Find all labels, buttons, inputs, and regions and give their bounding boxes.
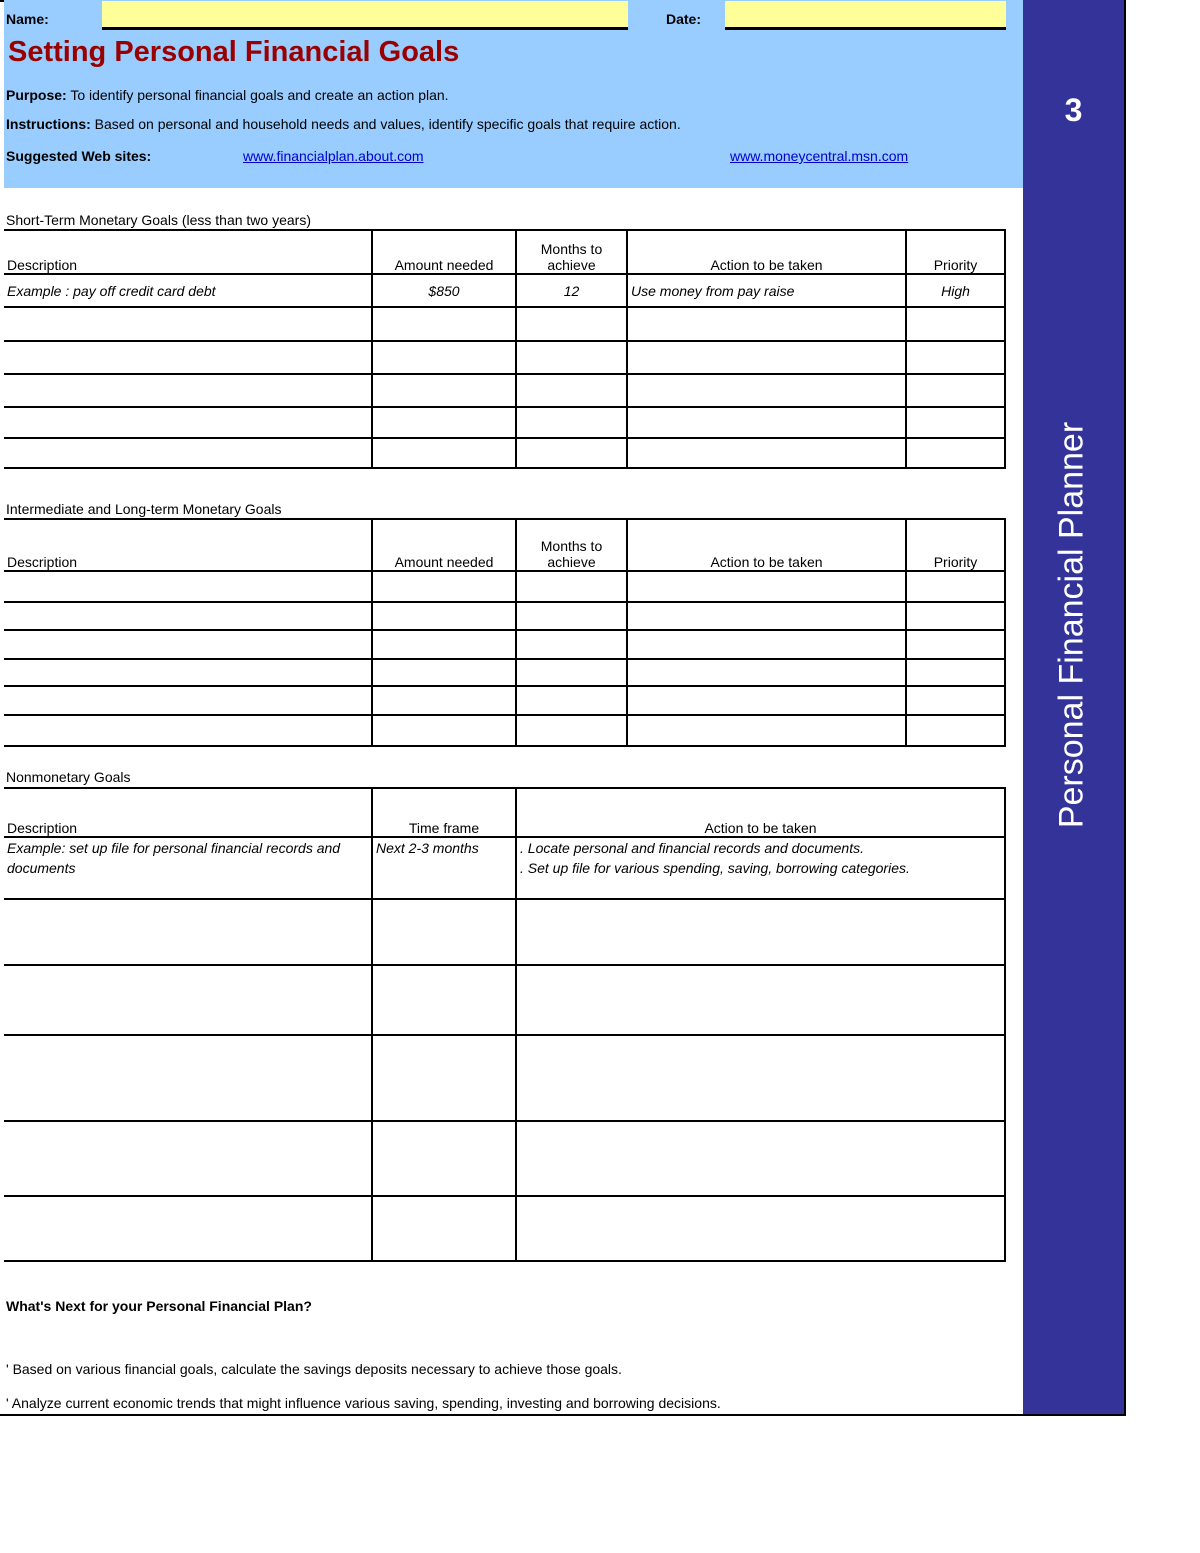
example-action-line: . Locate personal and financial records and documents. xyxy=(520,840,864,856)
col-priority: Priority xyxy=(906,230,1005,274)
input-cell[interactable] xyxy=(372,899,516,965)
input-cell[interactable] xyxy=(4,1035,372,1121)
input-cell[interactable] xyxy=(516,307,627,341)
sidebar-title: Personal Financial Planner xyxy=(1052,421,1091,829)
page-title: Setting Personal Financial Goals xyxy=(8,36,460,68)
link-financialplan[interactable]: www.financialplan.about.com xyxy=(243,148,424,164)
input-cell[interactable] xyxy=(906,659,1005,686)
input-cell[interactable] xyxy=(516,341,627,374)
nonmonetary-table xyxy=(4,787,1006,1262)
table-row xyxy=(4,899,1005,965)
input-cell[interactable] xyxy=(372,965,516,1035)
input-cell[interactable] xyxy=(516,715,627,746)
input-cell[interactable] xyxy=(906,715,1005,746)
input-cell[interactable] xyxy=(372,630,516,659)
short-term-table xyxy=(4,229,1006,469)
input-cell[interactable] xyxy=(4,686,372,715)
instructions-text: Based on personal and household needs and values, identify specific goals that require action. xyxy=(90,116,681,132)
table-header-row xyxy=(4,230,1005,274)
input-cell[interactable] xyxy=(4,407,372,438)
input-cell[interactable] xyxy=(516,438,627,468)
table-row xyxy=(4,602,1005,630)
nonmonetary-heading: Nonmonetary Goals xyxy=(6,769,131,785)
input-cell[interactable] xyxy=(4,438,372,468)
input-cell[interactable] xyxy=(4,307,372,341)
table-row xyxy=(4,1121,1005,1196)
col-action: Action to be taken xyxy=(627,519,906,571)
input-cell[interactable] xyxy=(516,686,627,715)
input-cell[interactable] xyxy=(516,1196,1005,1261)
input-cell[interactable] xyxy=(906,602,1005,630)
table-row xyxy=(4,374,1005,407)
name-label: Name: xyxy=(6,11,49,27)
input-cell[interactable] xyxy=(372,1121,516,1196)
table-header-row xyxy=(4,788,1005,837)
input-cell[interactable] xyxy=(627,630,906,659)
input-cell[interactable] xyxy=(516,899,1005,965)
example-action[interactable]: Use money from pay raise xyxy=(627,274,906,307)
example-row xyxy=(4,837,1005,899)
input-cell[interactable] xyxy=(627,438,906,468)
input-cell[interactable] xyxy=(372,659,516,686)
input-cell[interactable] xyxy=(372,686,516,715)
input-cell[interactable] xyxy=(516,571,627,602)
input-cell[interactable] xyxy=(516,965,1005,1035)
table-row xyxy=(4,630,1005,659)
long-term-table xyxy=(4,518,1006,747)
col-time-frame: Time frame xyxy=(372,788,516,837)
input-cell[interactable] xyxy=(4,374,372,407)
col-description: Description xyxy=(4,788,372,837)
col-description: Description xyxy=(4,230,372,274)
input-cell[interactable] xyxy=(906,341,1005,374)
example-description[interactable]: Example: set up file for personal financial records and documents xyxy=(4,837,372,899)
input-cell[interactable] xyxy=(4,715,372,746)
input-cell[interactable] xyxy=(372,602,516,630)
col-amount: Amount needed xyxy=(372,230,516,274)
input-cell[interactable] xyxy=(4,899,372,965)
input-cell[interactable] xyxy=(627,374,906,407)
table-header-row xyxy=(4,519,1005,571)
col-months: Months to achieve xyxy=(516,230,627,274)
table-row xyxy=(4,407,1005,438)
instructions-line xyxy=(6,116,681,132)
input-cell[interactable] xyxy=(906,571,1005,602)
next-heading: What's Next for your Personal Financial Plan? xyxy=(6,1298,312,1314)
long-term-heading: Intermediate and Long-term Monetary Goals xyxy=(6,501,282,517)
table-row xyxy=(4,1035,1005,1121)
input-cell[interactable] xyxy=(906,307,1005,341)
example-priority[interactable]: High xyxy=(906,274,1005,307)
table-row xyxy=(4,686,1005,715)
input-cell[interactable] xyxy=(627,307,906,341)
input-cell[interactable] xyxy=(372,571,516,602)
input-cell[interactable] xyxy=(4,630,372,659)
purpose-text: To identify personal financial goals and create an action plan. xyxy=(66,87,449,103)
input-cell[interactable] xyxy=(372,374,516,407)
input-cell[interactable] xyxy=(627,686,906,715)
input-cell[interactable] xyxy=(906,407,1005,438)
input-cell[interactable] xyxy=(372,438,516,468)
websites-label: Suggested Web sites: xyxy=(6,148,152,164)
table-row xyxy=(4,571,1005,602)
input-cell[interactable] xyxy=(516,1121,1005,1196)
input-cell[interactable] xyxy=(627,602,906,630)
col-action: Action to be taken xyxy=(627,230,906,274)
table-row xyxy=(4,307,1005,341)
col-action: Action to be taken xyxy=(516,788,1005,837)
input-cell[interactable] xyxy=(516,602,627,630)
input-cell[interactable] xyxy=(4,602,372,630)
input-cell[interactable] xyxy=(516,1035,1005,1121)
input-cell[interactable] xyxy=(627,571,906,602)
table-row xyxy=(4,965,1005,1035)
input-cell[interactable] xyxy=(516,407,627,438)
col-priority: Priority xyxy=(906,519,1005,571)
input-cell[interactable] xyxy=(906,686,1005,715)
col-description: Description xyxy=(4,519,372,571)
sheet-number: 3 xyxy=(1064,92,1083,128)
input-cell[interactable] xyxy=(372,1196,516,1261)
short-term-heading: Short-Term Monetary Goals (less than two years) xyxy=(6,212,311,228)
example-row xyxy=(4,274,1005,307)
example-time-frame[interactable]: Next 2-3 months xyxy=(372,837,516,899)
date-label: Date: xyxy=(666,11,702,27)
input-cell[interactable] xyxy=(516,630,627,659)
col-months: Months to achieve xyxy=(516,519,627,571)
example-amount[interactable]: $850 xyxy=(372,274,516,307)
input-cell[interactable] xyxy=(4,571,372,602)
input-cell[interactable] xyxy=(372,1035,516,1121)
name-field[interactable] xyxy=(102,1,628,30)
input-cell[interactable] xyxy=(627,341,906,374)
input-cell[interactable] xyxy=(627,659,906,686)
input-cell[interactable] xyxy=(4,659,372,686)
input-cell[interactable] xyxy=(372,715,516,746)
table-row xyxy=(4,659,1005,686)
input-cell[interactable] xyxy=(4,341,372,374)
input-cell[interactable] xyxy=(906,438,1005,468)
example-action-line: . Set up file for various spending, saving, borrowing categories. xyxy=(520,860,910,876)
table-row xyxy=(4,341,1005,374)
table-row xyxy=(4,1196,1005,1261)
table-row xyxy=(4,715,1005,746)
table-row xyxy=(4,438,1005,468)
input-cell[interactable] xyxy=(906,630,1005,659)
purpose-line xyxy=(6,87,449,103)
input-cell[interactable] xyxy=(516,374,627,407)
input-cell[interactable] xyxy=(627,407,906,438)
input-cell[interactable] xyxy=(372,341,516,374)
example-months[interactable]: 12 xyxy=(516,274,627,307)
input-cell[interactable] xyxy=(372,307,516,341)
date-field[interactable] xyxy=(725,1,1006,30)
next-item: ' Based on various financial goals, calculate the savings deposits necessary to achieve those goals. xyxy=(6,1361,622,1377)
purpose-label: Purpose: xyxy=(6,87,67,103)
input-cell[interactable] xyxy=(4,1196,372,1261)
next-item: ' Analyze current economic trends that might influence various saving, spending, investing and borrowing decisions. xyxy=(6,1395,721,1411)
input-cell[interactable] xyxy=(906,374,1005,407)
instructions-label: Instructions: xyxy=(6,116,91,132)
link-moneycentral[interactable]: www.moneycentral.msn.com xyxy=(730,148,909,164)
input-cell[interactable] xyxy=(372,407,516,438)
input-cell[interactable] xyxy=(4,965,372,1035)
example-action[interactable] xyxy=(516,837,1005,899)
input-cell[interactable] xyxy=(4,1121,372,1196)
example-description[interactable]: Example : pay off credit card debt xyxy=(4,274,372,307)
col-amount: Amount needed xyxy=(372,519,516,571)
input-cell[interactable] xyxy=(627,715,906,746)
input-cell[interactable] xyxy=(516,659,627,686)
